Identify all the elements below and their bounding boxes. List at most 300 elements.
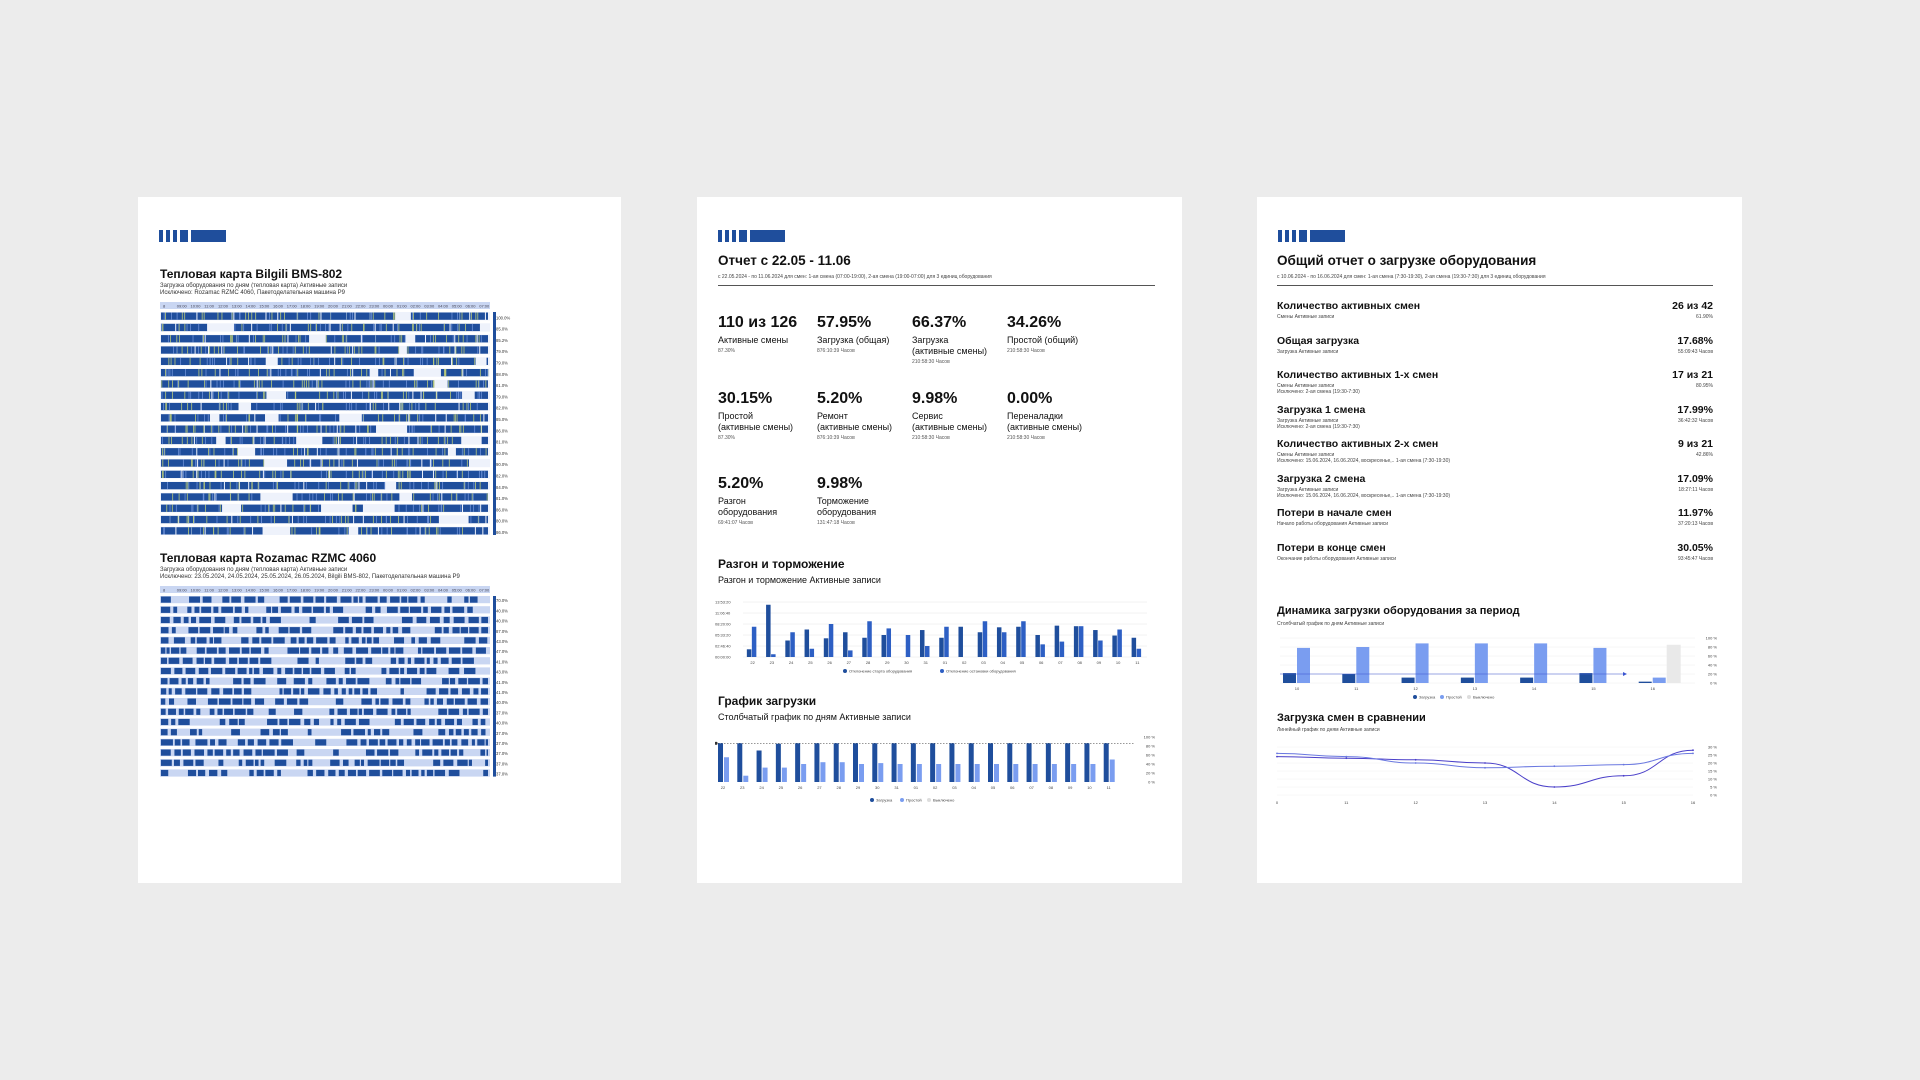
heatmap-cell (221, 770, 227, 776)
metric-desc: Смены Активные записи (1277, 452, 1335, 458)
heatmap-cell (482, 437, 488, 444)
heatmap-cell-tick (456, 471, 457, 478)
heatmap-cell-tick (458, 358, 459, 365)
heatmap-cell-tick (433, 358, 434, 365)
time-tick: 09:00 (176, 587, 187, 593)
heatmap-cell-tick (237, 369, 238, 376)
heatmap-cell-tick (340, 426, 341, 433)
heatmap-cell-tick (445, 369, 446, 376)
heatmap-cell (249, 358, 266, 365)
heatmap-cell (333, 607, 343, 613)
metric-name: Загрузка 2 смена (1277, 472, 1366, 485)
time-tick: 04:00 (438, 303, 449, 309)
heatmap-cell (253, 617, 260, 623)
accel-bar (843, 632, 848, 657)
heatmap-cell-tick (448, 380, 449, 387)
metric-name: Общая загрузка (1277, 334, 1360, 347)
heatmap-cell (176, 426, 204, 433)
heatmap-cell (161, 471, 181, 478)
heatmap-cell (161, 516, 178, 523)
heatmap-cell-tick (230, 482, 231, 489)
heatmap-cell-tick (179, 324, 180, 331)
heatmap-cell-tick (255, 358, 256, 365)
heatmap-cell (189, 597, 200, 603)
heatmap-cell (188, 770, 196, 776)
heatmap-cell-tick (450, 392, 451, 399)
heatmap-cell-tick (260, 437, 261, 444)
heatmap-cell-tick (308, 324, 309, 331)
idle-bar (743, 776, 748, 782)
time-tick: 15:00 (259, 303, 270, 309)
heatmap-cell (409, 414, 435, 421)
legend-dot (843, 669, 847, 673)
heatmap-cell-tick (231, 335, 232, 342)
heatmap-cell-tick (322, 380, 323, 387)
heatmap-cell-tick (402, 403, 403, 410)
heatmap-cell-tick (256, 403, 257, 410)
heatmap-cell-tick (428, 516, 429, 523)
accel-bar (882, 635, 887, 657)
heatmap-cell-tick (201, 471, 202, 478)
y-tick-label: 25 % (1707, 752, 1717, 758)
heatmap-cell-tick (320, 324, 321, 331)
load-bar (930, 743, 935, 782)
heatmap-cell (366, 597, 378, 603)
heatmap-cell (363, 627, 371, 633)
heatmap-cell-tick (390, 516, 391, 523)
row-value-label: 81.0% (496, 439, 508, 445)
heatmap-cell (457, 760, 467, 766)
x-tick-label: 13 (1482, 800, 1488, 805)
heatmap-cell-tick (335, 437, 336, 444)
time-tick: 02:00 (410, 587, 421, 593)
heatmap-cell-tick (463, 335, 464, 342)
x-tick-label: 24 (759, 785, 764, 790)
heatmap-cell-tick (406, 392, 407, 399)
heatmap-cell-tick (188, 380, 189, 387)
series-point (1345, 756, 1347, 758)
heatmap-cell-tick (486, 448, 487, 455)
heatmap-cell-tick (327, 392, 328, 399)
row-value-label: 82.0% (496, 473, 508, 479)
heatmap-cell (455, 699, 465, 705)
heatmap-cell-tick (468, 448, 469, 455)
accel-subtitle: Разгон и торможение Активные записи (718, 575, 881, 585)
heatmap-cell-tick (367, 426, 368, 433)
heatmap-cell-tick (302, 403, 303, 410)
heatmap-cell-tick (269, 505, 270, 512)
legend-label: Простой (906, 797, 922, 803)
heatmap-cell-tick (443, 471, 444, 478)
heatmap-cell-tick (354, 482, 355, 489)
heatmap-cell-tick (247, 426, 248, 433)
heatmap-cell (436, 414, 445, 421)
heatmap-cell (472, 739, 475, 745)
logo (159, 230, 226, 242)
x-tick-label: 10 (1294, 686, 1300, 691)
x-tick-label: 25 (778, 785, 784, 790)
heatmap-cell (206, 678, 210, 684)
heatmap-cell-tick (278, 346, 279, 353)
heatmap-cell (185, 688, 196, 694)
kpi-label: Активные смены (718, 335, 789, 345)
metric-sub: 80.95% (1696, 383, 1713, 389)
heatmap-cell-tick (326, 448, 327, 455)
heatmap-cell-tick (187, 482, 188, 489)
heatmap-cell-tick (298, 482, 299, 489)
heatmap-cell-tick (465, 414, 466, 421)
heatmap-cell (349, 688, 353, 694)
heatmap-cell (390, 750, 398, 756)
heatmap-cell-tick (225, 414, 226, 421)
heatmap-cell (355, 760, 360, 766)
heatmap-cell-tick (366, 493, 367, 500)
heatmap-cell (459, 750, 463, 756)
heatmap-cell-tick (319, 313, 320, 320)
heatmap-cell-tick (326, 426, 327, 433)
heatmap-cell (214, 637, 221, 643)
heatmap-cell (469, 617, 479, 623)
heatmap-cell-tick (329, 369, 330, 376)
heatmap-cell-tick (210, 493, 211, 500)
heatmap-cell-tick (165, 392, 166, 399)
heatmap-cell (240, 482, 248, 489)
heatmap-cell (351, 668, 356, 674)
row-value-label: 47.0% (496, 649, 508, 655)
heatmap-cell (419, 637, 427, 643)
heatmap-cell (365, 658, 372, 664)
heatmap-cell-tick (232, 313, 233, 320)
accel-bar (1079, 626, 1084, 657)
heatmap-cell (291, 637, 297, 643)
heatmap-cell-tick (165, 471, 166, 478)
heatmap-cell (183, 658, 193, 664)
heatmap-cell-tick (383, 459, 384, 466)
heatmap-cell (374, 729, 380, 735)
heatmap-cell (483, 709, 488, 715)
heatmap-cell-tick (312, 493, 313, 500)
kpi-card (1007, 390, 1082, 441)
heatmap-cell (350, 709, 358, 715)
heatmap-cell (423, 471, 433, 478)
heatmap-cell (161, 770, 168, 776)
load-bar (1084, 743, 1089, 782)
heatmap-cell-tick (228, 403, 229, 410)
heatmap-cell-tick (420, 358, 421, 365)
x-tick-label: 02 (962, 660, 967, 665)
heatmap-cell (161, 403, 201, 410)
y-tick-label: 30 % (1707, 744, 1717, 750)
heatmap-cell (408, 658, 411, 664)
heatmap-cell-tick (326, 471, 327, 478)
heatmap-cell-tick (283, 346, 284, 353)
heatmap-cell-tick (180, 448, 181, 455)
row-value-label: 41.0% (496, 679, 508, 685)
report-period: с 22.05.2024 - по 11.06.2024 для смен: 1-ая смена (07:00-19:00), 2-ая смена (19:00-07:00) для 3 единиц оборудования (718, 274, 992, 280)
heatmap-cell-tick (221, 482, 222, 489)
time-tick: 04:00 (438, 587, 449, 593)
heatmap-cell-tick (273, 346, 274, 353)
heatmap-cell-tick (195, 426, 196, 433)
heatmap-cell-tick (200, 358, 201, 365)
load-chart (715, 730, 1160, 805)
heatmap-cell-tick (168, 459, 169, 466)
heatmap-cell-tick (212, 493, 213, 500)
heatmap-cell-tick (345, 346, 346, 353)
heatmap-cell-tick (178, 448, 179, 455)
heatmap-cell (238, 668, 247, 674)
heatmap-cell-tick (230, 493, 231, 500)
heatmap-cell-tick (368, 392, 369, 399)
heatmap-cell-tick (239, 482, 240, 489)
x-tick-label: 26 (797, 785, 803, 790)
accel-bar (862, 638, 867, 657)
heatmap-cell-tick (201, 346, 202, 353)
time-tick: 20:00 (328, 303, 339, 309)
heatmap-cell-tick (307, 313, 308, 320)
heatmap-cell (161, 729, 168, 735)
heatmap-cell (452, 658, 461, 664)
heatmap-cell-tick (317, 426, 318, 433)
heatmap-cell (161, 750, 171, 756)
heatmap-cell-tick (163, 527, 164, 534)
heatmap-cell (264, 471, 329, 478)
heatmap-cell-tick (377, 459, 378, 466)
heatmap-cell-tick (273, 482, 274, 489)
x-tick-label: 22 (720, 785, 726, 790)
heatmap-cell (190, 729, 197, 735)
heatmap-cell (444, 627, 449, 633)
heatmap-cell (244, 597, 255, 603)
heatmap-cell (261, 760, 265, 766)
heatmap-cell-tick (215, 471, 216, 478)
heatmap-cell (184, 617, 189, 623)
x-tick-label: 28 (836, 785, 841, 790)
heatmap-cell-tick (444, 448, 445, 455)
x-tick-label: 15 (1591, 686, 1596, 691)
heatmap-cell-tick (308, 380, 309, 387)
heatmap-cell-tick (195, 414, 196, 421)
heatmap-cell-tick (396, 459, 397, 466)
series-point (1345, 757, 1347, 759)
heatmap-cell-tick (425, 527, 426, 534)
heatmap-cell-tick (458, 380, 459, 387)
heatmap-cell-tick (222, 313, 223, 320)
metric-excluded: Исключено: 2-ая смена (19:30-7:30) (1277, 423, 1360, 430)
heatmap-cell-tick (468, 471, 469, 478)
heatmap-cell-tick (471, 516, 472, 523)
heatmap-cell (191, 617, 196, 623)
heatmap-cell (211, 668, 222, 674)
heatmap-cell-tick (487, 369, 488, 376)
heatmap-scrollbar (493, 596, 496, 777)
kpi-label: Загрузка (общая) (817, 335, 890, 345)
heatmap-cell-tick (258, 369, 259, 376)
heatmap-cell-tick (346, 335, 347, 342)
heatmap-cell (287, 699, 297, 705)
heatmap-cell (294, 668, 301, 674)
heatmap-cell-tick (286, 369, 287, 376)
heatmap-cell-tick (376, 346, 377, 353)
heatmap-cell-tick (394, 335, 395, 342)
heatmap-cell (449, 668, 460, 674)
heatmap-cell-tick (208, 414, 209, 421)
legend-dot (1467, 695, 1471, 699)
heatmap-cell-tick (186, 482, 187, 489)
heatmap-cell (422, 648, 434, 654)
heatmap-cell (277, 770, 281, 776)
heatmap-cell-tick (280, 403, 281, 410)
heatmap-cell (299, 637, 305, 643)
kpi-card (718, 314, 797, 354)
row-value-label: 37.0% (496, 771, 508, 777)
heatmap-cell-tick (280, 313, 281, 320)
row-value-label: 86.0% (496, 530, 508, 535)
load-title: График загрузки (718, 694, 817, 708)
heatmap-cell (441, 658, 449, 664)
heatmap-cell (161, 699, 165, 705)
heatmap-cell-tick (342, 493, 343, 500)
metric-name: Количество активных 2-х смен (1277, 438, 1439, 450)
heatmap-cell (297, 750, 305, 756)
heatmap-cell-tick (166, 369, 167, 376)
heatmap-cell (255, 448, 304, 455)
heatmap-cell (413, 729, 422, 735)
heatmap-cell-tick (370, 426, 371, 433)
heatmap-cell-tick (351, 403, 352, 410)
x-tick-label: 28 (865, 660, 871, 665)
heatmap-cell-tick (322, 403, 323, 410)
heatmap-cell (404, 719, 414, 725)
heatmap-cell-tick (481, 335, 482, 342)
kpi-value: 0.00% (1007, 390, 1053, 407)
series-point (1692, 753, 1694, 755)
heatmap-cell-tick (416, 324, 417, 331)
x-tick-label: 10 (1087, 785, 1092, 790)
heatmap-cell (377, 750, 388, 756)
heatmap-cell-tick (206, 380, 207, 387)
heatmap-cell (338, 617, 349, 623)
heatmap-cell-tick (333, 392, 334, 399)
heatmap-cell (179, 709, 184, 715)
heatmap-cell (290, 627, 300, 633)
accel-bar (1093, 630, 1098, 657)
heatmap-cell-tick (220, 380, 221, 387)
heatmap-cell-tick (407, 459, 408, 466)
heatmap-cell-tick (251, 493, 252, 500)
heatmap-cell (483, 678, 488, 684)
load-bar (1402, 678, 1415, 683)
heatmap-cell-tick (316, 527, 317, 534)
heatmap-cell-tick (300, 426, 301, 433)
heatmap-cell-tick (249, 414, 250, 421)
heatmap-cell (424, 699, 428, 705)
heatmap-cell-tick (214, 358, 215, 365)
heatmap-cell-tick (163, 471, 164, 478)
heatmap-cell (289, 719, 300, 725)
heatmap-cell-tick (464, 482, 465, 489)
heatmap-cell (367, 637, 372, 643)
heatmap-cell-tick (297, 403, 298, 410)
heatmap-cell (266, 607, 271, 613)
heatmap-cell-tick (401, 482, 402, 489)
heatmap-cell (448, 380, 488, 387)
heatmap-cell-tick (417, 516, 418, 523)
kpi-sub: 69:41:07 Часов (718, 520, 753, 526)
heatmap-cell (412, 678, 422, 684)
heatmap-cell (389, 403, 399, 410)
heatmap-cell-tick (286, 437, 287, 444)
y-tick-label: 20 % (1707, 671, 1717, 677)
heatmap-cell (378, 369, 390, 376)
heatmap-cell-tick (434, 380, 435, 387)
idle-bar (1475, 643, 1488, 683)
legend-label: Выключено (1473, 694, 1495, 700)
heatmap-cell-tick (462, 448, 463, 455)
heatmap-cell (195, 739, 207, 745)
heatmap-cell-tick (463, 426, 464, 433)
heatmap-cell (308, 678, 312, 684)
heatmap-cell-tick (320, 527, 321, 534)
accel-bar (939, 638, 944, 657)
heatmap-cell-tick (250, 358, 251, 365)
row-value-label: 79.0% (496, 360, 508, 366)
heatmap-cell (339, 770, 345, 776)
heatmap-cell-tick (284, 313, 285, 320)
heatmap-cell-tick (205, 346, 206, 353)
heatmap-cell (479, 637, 487, 643)
heatmap-cell (197, 313, 233, 320)
heatmap-cell-tick (191, 403, 192, 410)
heatmap-cell (420, 668, 425, 674)
heatmap-cell-tick (360, 380, 361, 387)
heatmap-cell-tick (412, 426, 413, 433)
heatmap-cell-tick (364, 324, 365, 331)
time-tick: 18:00 (300, 587, 311, 593)
heatmap-cell-tick (333, 426, 334, 433)
time-tick: 19:00 (314, 587, 325, 593)
heatmap-cell-tick (401, 403, 402, 410)
heatmap-cell-tick (397, 448, 398, 455)
heatmap-cell-tick (201, 459, 202, 466)
heatmap-cell-tick (303, 459, 304, 466)
heatmap-cell-tick (375, 448, 376, 455)
heatmap-cell-tick (180, 471, 181, 478)
heatmap-cell (362, 414, 408, 421)
heatmap-cell-tick (169, 414, 170, 421)
heatmap-cell-tick (280, 414, 281, 421)
heatmap-cell-tick (260, 346, 261, 353)
heatmap-cell (373, 471, 422, 478)
heatmap-cell-tick (184, 313, 185, 320)
heatmap-cell-tick (347, 346, 348, 353)
heatmap-cell-tick (198, 414, 199, 421)
heatmap-cell-tick (369, 437, 370, 444)
heatmap-cell-tick (366, 380, 367, 387)
heatmap-cell-tick (183, 471, 184, 478)
heatmap-cell-tick (291, 369, 292, 376)
heatmap-cell-tick (406, 505, 407, 512)
heatmap-cell (203, 597, 212, 603)
accel-bar (848, 650, 853, 657)
heatmap-cell (415, 750, 419, 756)
heatmap-cell-tick (458, 335, 459, 342)
heatmap-cell (222, 346, 271, 353)
heatmap-cell-tick (318, 380, 319, 387)
heatmap-cell-tick (349, 403, 350, 410)
heatmap-cell (231, 729, 240, 735)
heatmap-cell-tick (232, 335, 233, 342)
